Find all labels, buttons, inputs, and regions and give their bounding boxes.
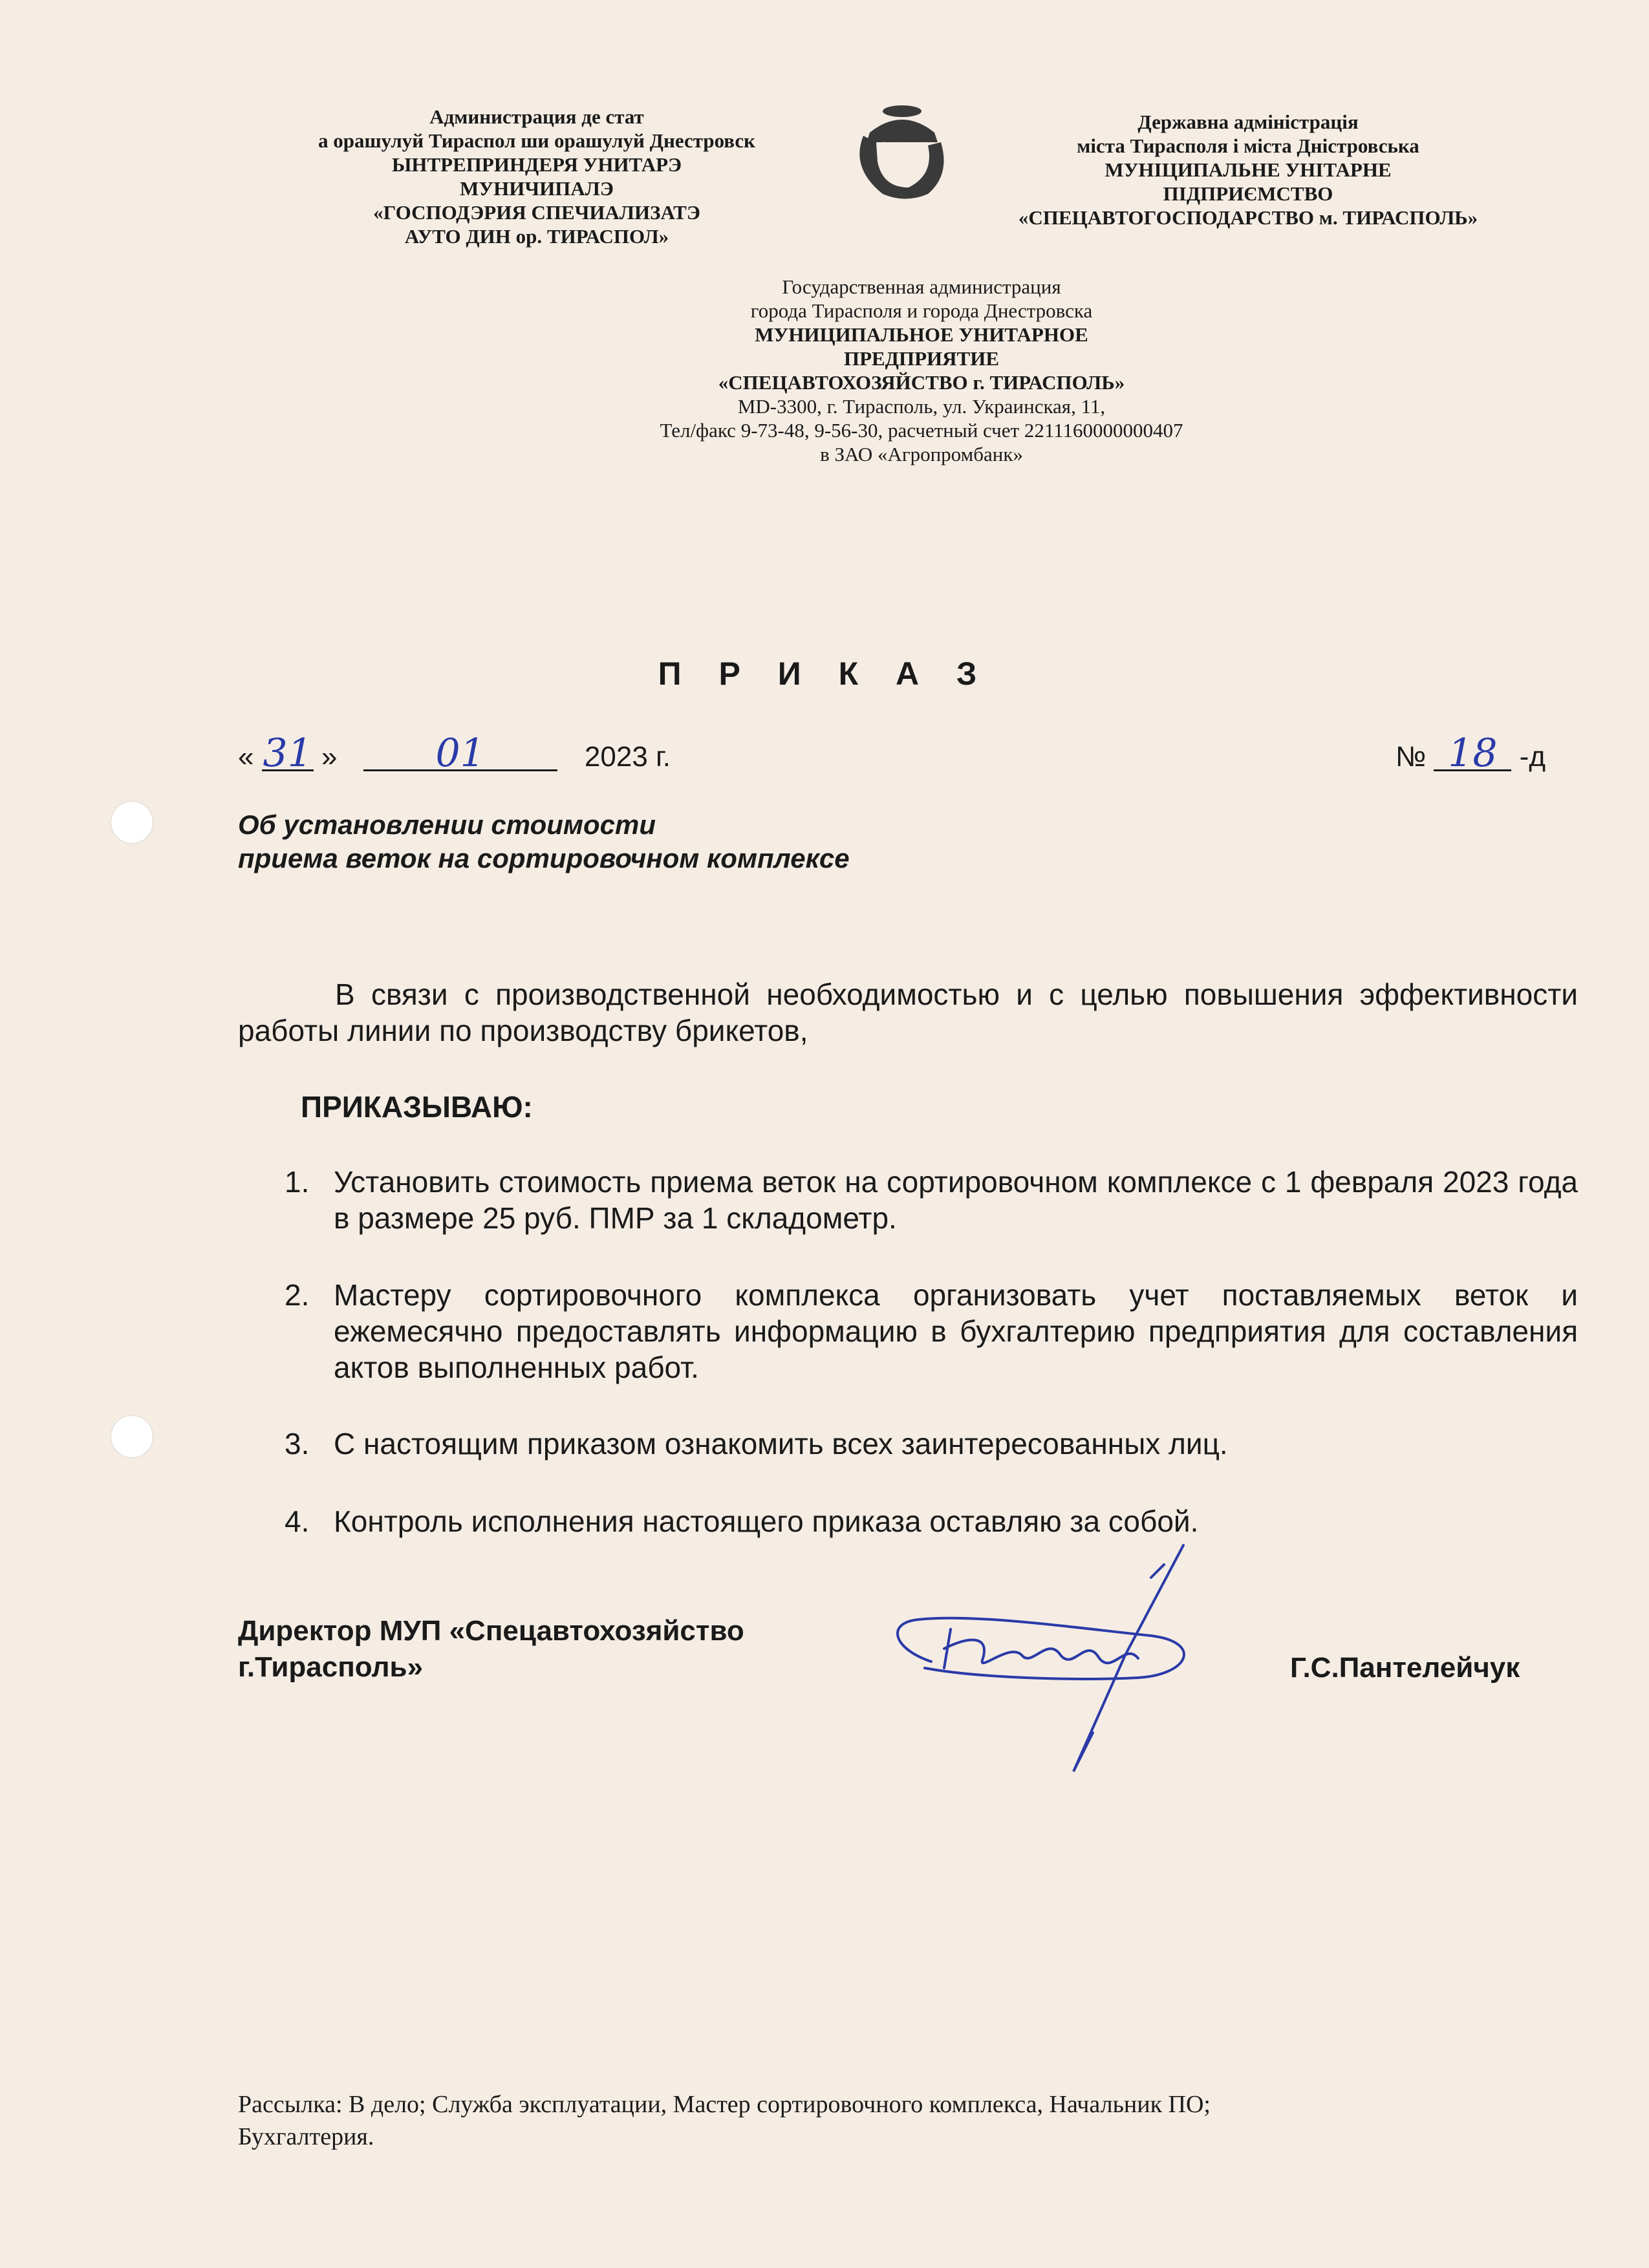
header-line: МУНИЦИПАЛЬНОЕ УНИТАРНОЕ: [755, 323, 1088, 346]
header-line: АУТО ДИН ор. ТИРАСПОЛ»: [404, 225, 669, 248]
header-center: [517, 275, 1326, 466]
date-open-quote: «: [238, 741, 254, 773]
order-item: [285, 1277, 1578, 1385]
document-title: П Р И К А З: [658, 656, 991, 692]
number-suffix: -д: [1519, 741, 1546, 773]
distribution-line: Рассылка: В дело; Служба эксплуатации, Мастер сортировочного комплекса, Начальник ПО;: [238, 2091, 1211, 2118]
document-subject: [238, 808, 1208, 875]
signatory-name: Г.С.Пантелейчук: [1290, 1652, 1520, 1684]
order-item: [285, 1426, 1578, 1462]
date-line: [238, 731, 949, 776]
header-right: [951, 110, 1546, 230]
item-text: С настоящим приказом ознакомить всех заинтересованных лиц.: [334, 1427, 1228, 1460]
number-prefix: №: [1396, 741, 1427, 773]
header-line: «ГОСПОДЭРИЯ СПЕЧИАЛИЗАТЭ: [373, 201, 700, 224]
header-line: ПРЕДПРИЯТИЕ: [843, 347, 1000, 370]
punch-hole: [111, 1416, 153, 1457]
date-month: 01: [363, 737, 557, 771]
distribution-line: Бухгалтерия.: [238, 2123, 374, 2150]
date-year: 2023 г.: [584, 741, 671, 773]
item-number: 1.: [285, 1165, 310, 1199]
item-number: 3.: [285, 1427, 310, 1460]
header-line: а орашулуй Тираспол ши орашулуй Днестровск: [318, 129, 756, 152]
header-line: ЫНТРЕПРИНДЕРЯ УНИТАРЭ: [391, 153, 682, 176]
header-left: [246, 105, 828, 248]
distribution-list: [238, 2088, 1596, 2153]
order-word: ПРИКАЗЫВАЮ:: [301, 1090, 533, 1124]
position-line: г.Тирасполь»: [238, 1651, 424, 1683]
item-number: 4.: [285, 1504, 310, 1538]
position-line: Директор МУП «Спецавтохозяйство: [238, 1615, 744, 1647]
item-text: Мастеру сортировочного комплекса организовать учет поставляемых веток и ежемесячно предоставлять информацию в бухгалтерию предприятия для составления актов выполненных работ.: [334, 1278, 1578, 1384]
punch-hole: [111, 802, 153, 843]
order-item: [285, 1164, 1578, 1236]
item-text: Контроль исполнения настоящего приказа оставляю за собой.: [334, 1504, 1199, 1538]
preamble-paragraph: В связи с производственной необходимостью и с целью повышения эффективности работы линии по производству брикетов,: [238, 978, 1578, 1047]
header-line: в ЗАО «Агропромбанк»: [820, 443, 1023, 465]
header-line: МУНИЧИПАЛЭ: [460, 177, 614, 200]
item-number: 2.: [285, 1278, 310, 1312]
order-number: [1396, 731, 1583, 776]
header-line: города Тирасполя и города Днестровска: [750, 299, 1093, 322]
date-close-quote: »: [321, 741, 338, 773]
order-item: [285, 1503, 1578, 1539]
subject-line: приема веток на сортировочном комплексе: [238, 843, 850, 873]
header-line: Тел/факс 9-73-48, 9-56-30, расчетный счет 2211160000000407: [660, 419, 1183, 442]
date-day: 31: [263, 731, 312, 776]
item-text: Установить стоимость приема веток на сортировочном комплексе с 1 февраля 2023 года в размере 25 руб. ПМР за 1 складометр.: [334, 1165, 1578, 1235]
header-line: Государственная администрация: [782, 275, 1061, 298]
number-value: 18: [1434, 737, 1511, 771]
signature-scribble: [879, 1539, 1229, 1797]
header-line: MD-3300, г. Тирасполь, ул. Украинская, 11,: [737, 395, 1106, 418]
subject-line: Об установлении стоимости: [238, 809, 656, 840]
signatory-position: [238, 1613, 885, 1685]
header-line: «СПЕЦАВТОХОЗЯЙСТВО г. ТИРАСПОЛЬ»: [718, 371, 1125, 394]
header-line: МУНІЦИПАЛЬНЕ УНІТАРНЕ: [1105, 158, 1392, 181]
header-line: «СПЕЦАВТОГОСПОДАРСТВО м. ТИРАСПОЛЬ»: [1018, 206, 1478, 229]
header-line: Державна адміністрація: [1137, 111, 1359, 133]
header-line: Администрация де стат: [429, 105, 644, 128]
header-line: міста Тирасполя і міста Дністровська: [1077, 134, 1419, 157]
header-line: ПІДПРИЄМСТВО: [1163, 182, 1333, 205]
company-logo: [844, 97, 954, 204]
